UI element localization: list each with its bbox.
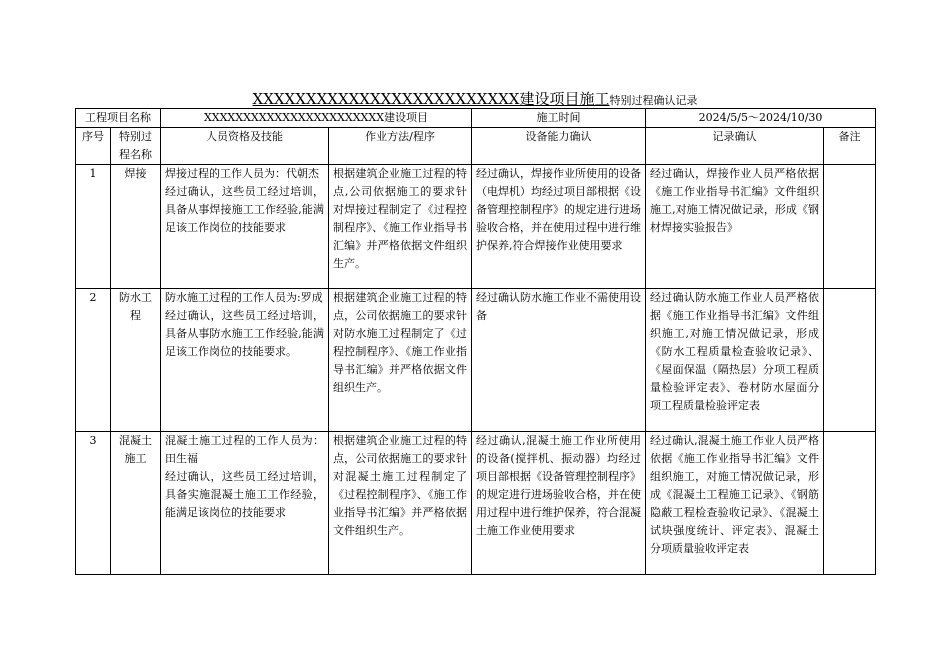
row-record: 经过确认防水施工作业人员严格依据《施工作业指导书汇编》文件组织施工,对施工情况做记录，形成《防水工程质量检查验收记录》、《屋面保温（隔热层）分项工程质量检验评定表》、卷材防水屋面分项工程质量检验评定表 [646, 289, 824, 432]
time-value: 2024/5/5～2024/10/30 [646, 109, 876, 128]
title-main: XXXXXXXXXXXXXXXXXXXXXXXXX建设项目施工 [252, 90, 610, 108]
row-process-name: 混凝土施工 [111, 432, 161, 575]
row-method: 根据建筑企业施工过程的特点,公司依据施工的要求针对焊接过程制定了《过程控制程序》、《施工作业指导书汇编》并严格依据文件组织生产。 [329, 165, 472, 289]
table-row [76, 289, 876, 432]
title-sub: 特别过程确认记录 [609, 94, 698, 107]
row-process-name: 焊接 [111, 165, 161, 289]
time-label: 施工时间 [472, 109, 646, 128]
row-remarks [824, 289, 876, 432]
row-seq: 1 [76, 165, 111, 289]
document-title [0, 90, 950, 110]
row-remarks [824, 165, 876, 289]
table-row [76, 165, 876, 289]
personnel-staff: 防水施工过程的工作人员为:罗成 [165, 291, 323, 304]
row-seq: 3 [76, 432, 111, 575]
row-remarks [824, 432, 876, 575]
header-seq: 序号 [76, 128, 111, 165]
personnel-confirmation: 经过确认，这些员工经过培训，具备实施混凝土施工工作经验，能满足该岗位的技能要求 [165, 470, 324, 519]
row-personnel [161, 289, 329, 432]
header-process-name: 特别过程名称 [111, 128, 161, 165]
project-name-value: XXXXXXXXXXXXXXXXXXXXXXX建设项目 [161, 109, 472, 128]
row-equipment: 经过确认防水施工作业不需使用设备 [472, 289, 646, 432]
row-method: 根据建筑企业施工过程的特点，公司依据施工的要求针对混凝土施工过程制定了《过程控制程序》、《施工作业指导书汇编》并严格依据文件组织生产。 [329, 432, 472, 575]
personnel-staff: 混凝土施工过程的工作人员为：田生福 [165, 434, 324, 465]
row-record: 经过确认，焊接作业人员严格依据《施工作业指导书汇编》文件组织施工,对施工情况做记录，形成《钢材焊接实验报告》 [646, 165, 824, 289]
personnel-staff: 焊接过程的工作人员为：代朝杰 [165, 167, 319, 180]
header-remarks: 备注 [824, 128, 876, 165]
row-process-name: 防水工程 [111, 289, 161, 432]
header-equipment: 设备能力确认 [472, 128, 646, 165]
personnel-confirmation: 经过确认，这些员工经过培训，具备从事防水施工工作经验,能满足该工作岗位的技能要求。 [165, 309, 324, 358]
header-personnel: 人员资格及技能 [161, 128, 329, 165]
info-row [76, 109, 876, 128]
personnel-confirmation: 经过确认，这些员工经过培训，具备从事焊接施工工作经验,能满足该工作岗位的技能要求 [165, 185, 324, 234]
project-name-label: 工程项目名称 [76, 109, 161, 128]
row-personnel [161, 165, 329, 289]
header-record: 记录确认 [646, 128, 824, 165]
header-method: 作业方法/程序 [329, 128, 472, 165]
row-equipment: 经过确认,混凝土施工作业所使用的设备(搅拌机、振动器）均经过项目部根据《设备管理控制程序》的规定进行进场验收合格，并在使用过程中进行维护保养，符合混凝土施工作业使用要求 [472, 432, 646, 575]
row-personnel [161, 432, 329, 575]
row-record: 经过确认,混凝土施工作业人员严格依据《施工作业指导书汇编》文件组织施工，对施工情况做记录，形成《混凝土工程施工记录》、《钢筋隐蔽工程检查验收记录》、《混凝土试块强度统计、评定表》、混凝土分项质量验收评定表 [646, 432, 824, 575]
table-row [76, 432, 876, 575]
row-seq: 2 [76, 289, 111, 432]
row-method: 根据建筑企业施工过程的特点，公司依据施工的要求针对防水施工过程制定了《过程控制程序》、《施工作业指导书汇编》并严格依据文件组织生产。 [329, 289, 472, 432]
row-equipment: 经过确认，焊接作业所使用的设备（电焊机）均经过项目部根据《设备管理控制程序》的规定进行进场验收合格，并在使用过程中进行维护保养,符合焊接作业使用要求 [472, 165, 646, 289]
header-row [76, 128, 876, 165]
process-confirmation-table [75, 108, 876, 575]
